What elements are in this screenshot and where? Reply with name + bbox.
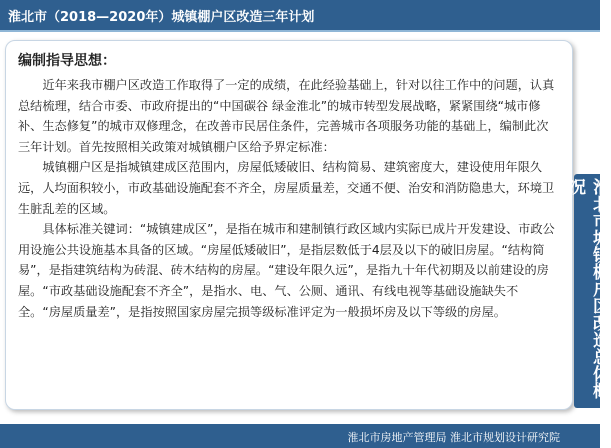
content-body: [18, 51, 558, 322]
paragraph-criteria: 具体标准关键词：“城镇建成区”，是指在城市和建制镇行政区域内实际已成片开发建设、市政公用设施公共设施基本具备的区域。“房屋低矮破旧”，是指层数低于4层及以下的破旧房屋。“结构简易”，是指建筑结构为砖混、砖木结构的房屋。“建设年限久远”，是指九十年代初期及以前建设的房屋。“市政基础设施配套不齐全”，是指水、电、气、公厕、通讯、有线电视等基础设施缺失不全。“房屋质量差”，是指按照国家房屋完损等级标准评定为一般损坏房及以下等级的房屋。: [18, 222, 555, 319]
side-title: 淮北市城镇棚户区改造总体概况: [565, 178, 609, 399]
page-title: 淮北市（2018—2020年）城镇棚户区改造三年计划: [8, 9, 315, 25]
side-title-panel: [565, 174, 609, 408]
section-heading: 编制指导思想：: [18, 53, 116, 69]
content-panel: [5, 40, 573, 410]
footer-bar: [0, 424, 600, 448]
paragraph-intro: 近年来我市棚户区改造工作取得了一定的成绩，在此经验基础上，针对以往工作中的问题，认真总结梳理，结合市委、市政府提出的“中国碳谷 绿金淮北”的城市转型发展战略，紧紧围绕“城市修补、生态修复”的城市双修理念，在改善市民居住条件，完善城市各项服务功能的基础上，编制此次三年计划。首先按照相关政策对城镇棚户区给予界定标准：: [18, 78, 555, 154]
footer-credits: 淮北市房地产管理局 淮北市规划设计研究院: [347, 431, 560, 444]
header-bar: [0, 0, 600, 30]
paragraph-definition: 城镇棚户区是指城镇建成区范围内，房屋低矮破旧、结构简易、建筑密度大，建设使用年限久远，人均面积较小，市政基础设施配套不齐全，房屋质量差，交通不便、治安和消防隐患大，环境卫生脏乱差的区域。: [18, 160, 555, 216]
header-divider: [0, 30, 600, 32]
